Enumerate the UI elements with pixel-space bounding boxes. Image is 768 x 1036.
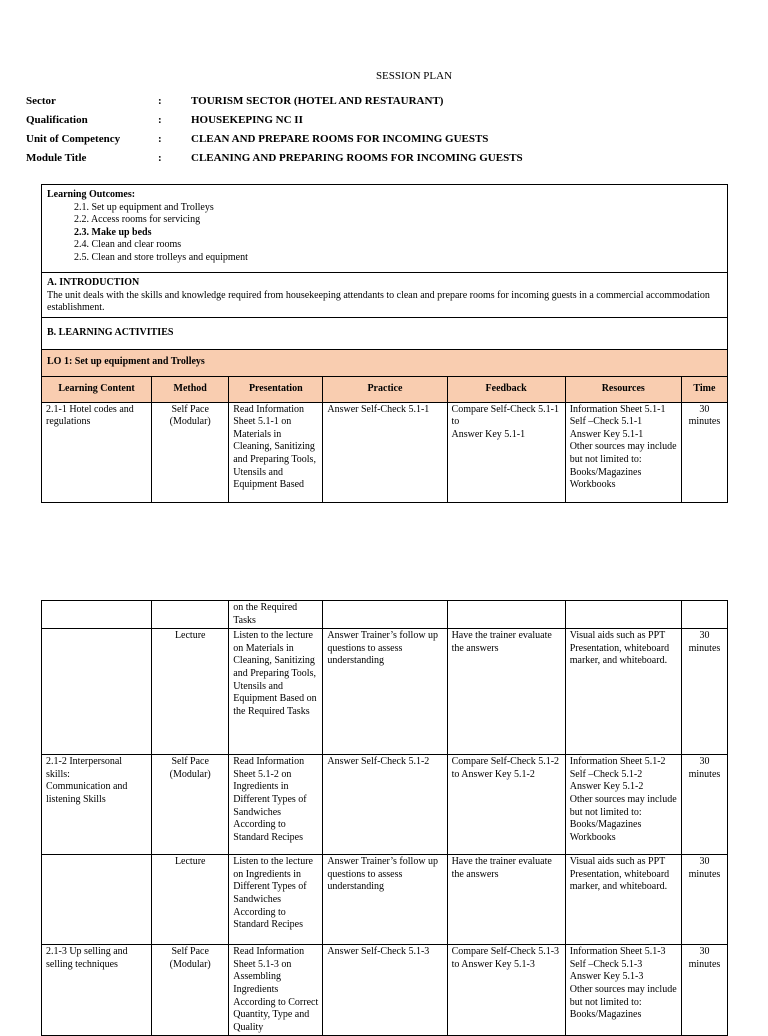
introduction-text: The unit deals with the skills and knowledge required from housekeeping attendants to clean and prepare rooms for incoming guests in a commercial accommodation establishment. [47,289,710,313]
table-row [42,945,728,1036]
column-header: Presentation [229,377,323,403]
cell-practice: Answer Trainer’s follow up questions to assess understanding [323,629,447,755]
learning-activities-label: B. LEARNING ACTIVITIES [47,327,174,338]
cell-presentation: Listen to the lecture on Ingredients in Different Types of Sandwiches According to Standard Recipes [229,855,323,945]
cell-practice: Answer Trainer’s follow up questions to assess understanding [323,855,447,945]
table-row [42,629,728,755]
activity-table-page1 [41,349,728,503]
header-label: Qualification [26,114,88,126]
lo1-title: LO 1: Set up equipment and Trolleys [42,350,728,377]
column-header: Resources [565,377,681,403]
cell-practice: Answer Self-Check 5.1-1 [323,402,447,502]
cell-presentation: Read Information Sheet 5.1-2 on Ingredients in Different Types of Sandwiches According to Standard Recipes [229,755,323,855]
cell-presentation: Read Information Sheet 5.1-1 on Materials in Cleaning, Sanitizing and Preparing Tools, Utensils and Equipment Based [229,402,323,502]
cell-resources: Information Sheet 5.1-1 Self –Check 5.1-1 Answer Key 5.1-1 Other sources may include but not limited to: Books/Magazines Workbooks [565,402,681,502]
table-row [42,755,728,855]
learning-outcome-item: 2.3. Make up beds [74,226,152,238]
learning-outcomes-section [42,185,727,273]
header-colon: : [158,133,162,145]
cell-presentation: Read Information Sheet 5.1-3 on Assembling Ingredients According to Correct Quantity, Type and Quality [229,945,323,1036]
cell-method: Lecture [152,629,229,755]
column-header: Method [152,377,229,403]
cell-feedback: Have the trainer evaluate the answers [447,629,565,755]
cell-feedback: Have the trainer evaluate the answers [447,855,565,945]
cell-method: Self Pace (Modular) [152,755,229,855]
introduction-section [42,273,727,318]
learning-outcome-item: 2.1. Set up equipment and Trolleys [74,201,214,213]
header-value: CLEANING AND PREPARING ROOMS FOR INCOMING GUESTS [191,152,523,164]
column-header: Learning Content [42,377,152,403]
header-value: TOURISM SECTOR (HOTEL AND RESTAURANT) [191,95,444,107]
column-header: Practice [323,377,447,403]
table-row [42,601,728,629]
cell-resources: Visual aids such as PPT Presentation, whiteboard marker, and whiteboard. [565,855,681,945]
cell-content: 2.1-1 Hotel codes and regulations [42,402,152,502]
cell-method: Lecture [152,855,229,945]
introduction-heading: A. INTRODUCTION [47,277,140,288]
cell-practice: Answer Self-Check 5.1-2 [323,755,447,855]
learning-outcomes-list [47,202,722,265]
cell-method: Self Pace (Modular) [152,402,229,502]
learning-outcome-item: 2.2. Access rooms for servicing [74,214,201,225]
header-label: Unit of Competency [26,133,121,145]
learning-outcomes-title: Learning Outcomes: [47,189,136,200]
session-plan-title: SESSION PLAN [375,70,453,82]
activity-table-page2 [41,600,728,1036]
cell-content: 2.1-3 Up selling and selling techniques [42,945,152,1036]
cell-method [152,601,229,629]
cell-time: 30 minutes [681,945,727,1036]
table-row [42,402,728,502]
cell-time: 30 minutes [681,755,727,855]
header-colon: : [158,114,162,126]
cell-content [42,601,152,629]
cell-content: 2.1-2 Interpersonal skills: Communication and listening Skills [42,755,152,855]
cell-content [42,855,152,945]
header-colon: : [158,95,162,107]
cell-practice [323,601,447,629]
lo1-title-row [42,350,728,377]
cell-feedback [447,601,565,629]
learning-activities-heading [42,318,727,353]
cell-feedback: Compare Self-Check 5.1-3 to Answer Key 5.1-3 [447,945,565,1036]
cell-practice: Answer Self-Check 5.1-3 [323,945,447,1036]
learning-outcome-item: 2.5. Clean and store trolleys and equipment [74,251,248,263]
cell-resources: Visual aids such as PPT Presentation, whiteboard marker, and whiteboard. [565,629,681,755]
header-colon: : [158,152,162,164]
learning-outcomes-box [41,184,728,354]
table-row [42,855,728,945]
column-header-row [42,377,728,403]
cell-resources [565,601,681,629]
cell-time [681,601,727,629]
cell-time: 30 minutes [681,855,727,945]
cell-feedback: Compare Self-Check 5.1-2 to Answer Key 5.1-2 [447,755,565,855]
header-label: Sector [26,95,56,107]
header-value: HOUSEKEPING NC II [191,114,303,126]
cell-feedback: Compare Self-Check 5.1-1 to Answer Key 5.1-1 [447,402,565,502]
cell-content [42,629,152,755]
header-label: Module Title [26,152,87,164]
column-header: Time [681,377,727,403]
cell-time: 30 minutes [681,402,727,502]
learning-outcome-item: 2.4. Clean and clear rooms [74,239,182,250]
cell-method: Self Pace (Modular) [152,945,229,1036]
header-value: CLEAN AND PREPARE ROOMS FOR INCOMING GUESTS [191,133,489,145]
cell-resources: Information Sheet 5.1-2 Self –Check 5.1-2 Answer Key 5.1-2 Other sources may include but not limited to: Books/Magazines Workbooks [565,755,681,855]
cell-presentation: Listen to the lecture on Materials in Cleaning, Sanitizing and Preparing Tools, Utensils and Equipment Based on the Required Tasks [229,629,323,755]
column-header: Feedback [447,377,565,403]
cell-time: 30 minutes [681,629,727,755]
cell-presentation: on the Required Tasks [229,601,323,629]
cell-resources: Information Sheet 5.1-3 Self –Check 5.1-3 Answer Key 5.1-3 Other sources may include but not limited to: Books/Magazines [565,945,681,1036]
